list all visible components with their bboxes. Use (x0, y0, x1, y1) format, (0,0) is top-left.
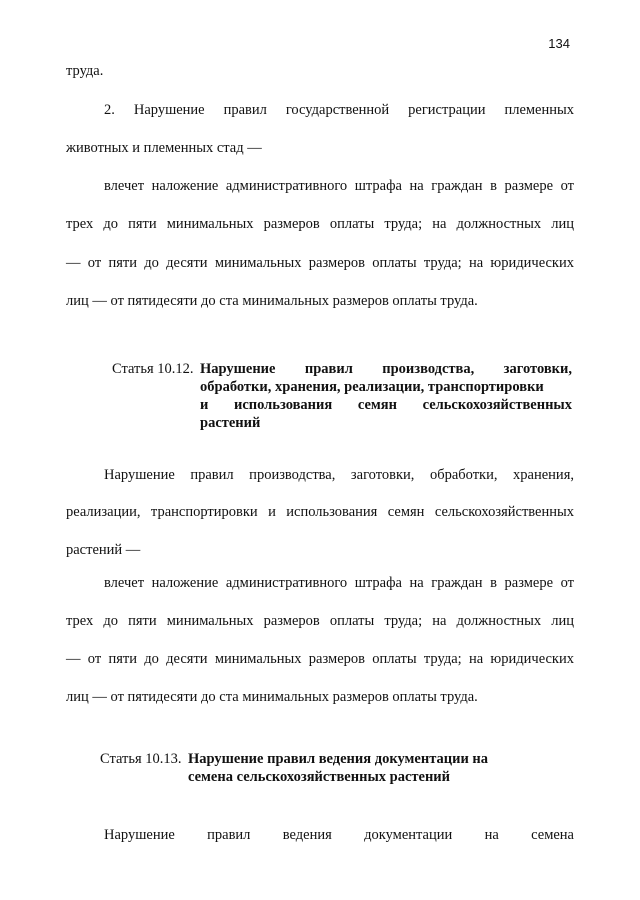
text-line: лиц — от пятидесяти до ста минимальных размеров оплаты труда. (66, 293, 478, 309)
text-line: животных и племенных стад — (66, 140, 262, 156)
text-line: реализации, транспортировки и использования семян сельскохозяйственных (66, 504, 574, 520)
article-heading-10-12 (112, 360, 572, 440)
text-line: Нарушение правил ведения документации на семена (104, 827, 574, 843)
text-line: 2. Нарушение правил государственной регистрации племенных (104, 102, 574, 118)
text-line: влечет наложение административного штрафа на граждан в размере от (104, 575, 574, 591)
text-line: Нарушение правил производства, заготовки, обработки, хранения, (104, 467, 574, 483)
article-title-line: семена сельскохозяйственных растений (188, 769, 451, 785)
article-prefix: Статья 10.12. (112, 361, 194, 377)
article-prefix: Статья 10.13. (100, 751, 182, 767)
article-title-line: растений (200, 415, 261, 431)
text-line: влечет наложение административного штрафа на граждан в размере от (104, 178, 574, 194)
article-title-line: и использования семян сельскохозяйственных (200, 397, 572, 413)
text-line: — от пяти до десяти минимальных размеров оплаты труда; на юридических (66, 651, 574, 667)
text-line: трех до пяти минимальных размеров оплаты труда; на должностных лиц (66, 613, 574, 629)
text-line: растений — (66, 542, 141, 558)
article-title-line: обработки, хранения, реализации, транспортировки (200, 379, 544, 395)
text-line: труда. (66, 63, 104, 79)
text-line: лиц — от пятидесяти до ста минимальных размеров оплаты труда. (66, 689, 478, 705)
text-line: — от пяти до десяти минимальных размеров оплаты труда; на юридических (66, 255, 574, 271)
article-title-line: Нарушение правил производства, заготовки, (200, 361, 572, 377)
page-number: 134 (548, 36, 570, 51)
article-heading-10-13 (100, 750, 520, 790)
text-line: трех до пяти минимальных размеров оплаты труда; на должностных лиц (66, 216, 574, 232)
article-title-line: Нарушение правил ведения документации на (188, 751, 489, 767)
